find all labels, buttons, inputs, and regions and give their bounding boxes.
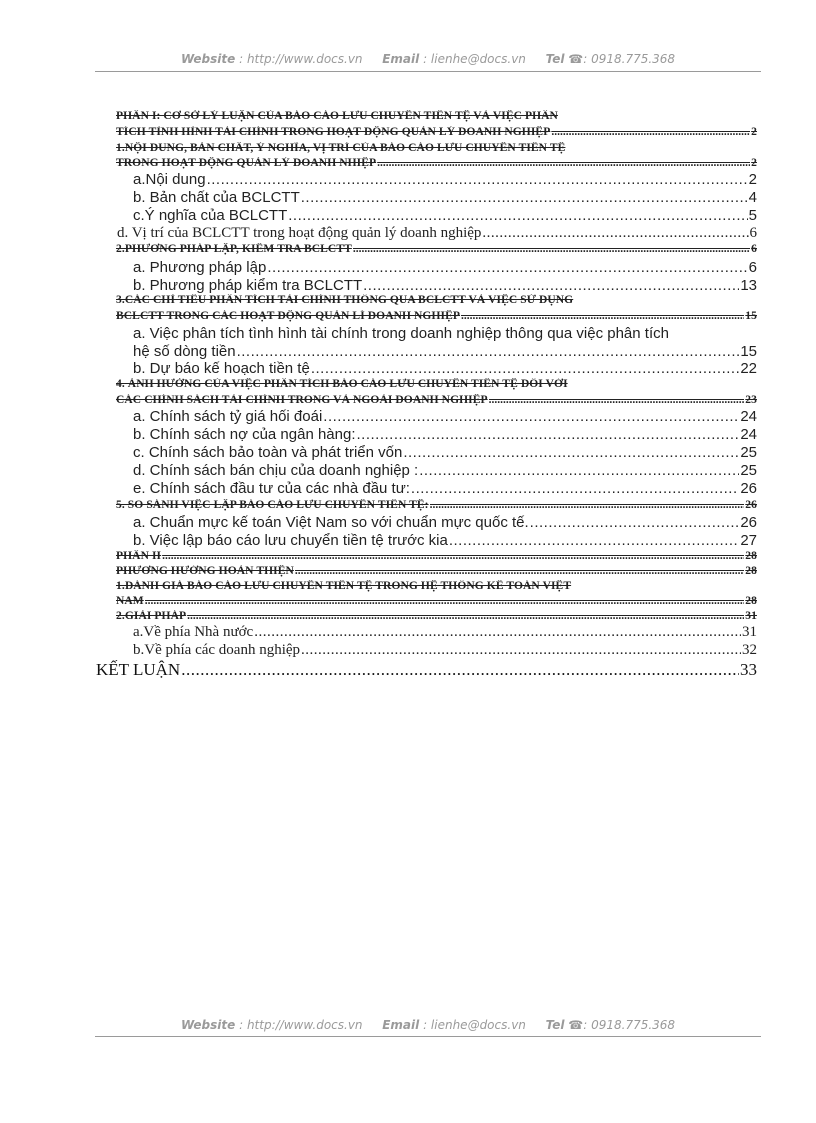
toc-entry[interactable] — [116, 243, 757, 255]
toc-entry-title: c.Ý nghĩa của BCLCTT — [133, 207, 288, 224]
toc-dot-leader — [162, 550, 744, 562]
toc-entry[interactable] — [116, 378, 757, 390]
tel-label: Tel — [545, 1018, 565, 1032]
toc-entry[interactable] — [116, 142, 757, 154]
toc-dot-leader — [353, 243, 750, 255]
toc-entry-title: b.Về phía các doanh nghiệp — [133, 642, 301, 658]
toc-entry-title: a. Chuẩn mực kế toán Việt Nam so với chuẩn mực quốc tế. — [133, 514, 529, 531]
toc-dot-leader — [357, 426, 740, 443]
toc-entry-title: TÍCH TÌNH HÌNH TÀI CHÍNH TRONG HOẠT ĐỘNG QUẢN LÝ DOANH NGHIỆP — [116, 126, 551, 138]
toc-entry-title: b. Dự báo kế hoạch tiền tệ — [133, 360, 310, 377]
website-label: Website — [180, 1018, 236, 1032]
toc-entry-title: a.Về phía Nhà nước — [133, 624, 254, 640]
toc-dot-leader — [461, 310, 744, 322]
toc-dot-leader — [449, 532, 739, 549]
toc-page-number: 31 — [742, 624, 757, 640]
toc-dot-leader — [301, 189, 748, 206]
toc-entry[interactable] — [133, 189, 757, 206]
toc-page-number: 5 — [748, 207, 757, 224]
toc-dot-leader — [237, 343, 740, 360]
website-url[interactable]: : http://www.docs.vn — [239, 52, 363, 66]
toc-dot-leader — [311, 360, 739, 377]
toc-page-number: 4 — [748, 189, 757, 206]
toc-entry[interactable] — [116, 294, 757, 306]
toc-dot-leader — [403, 444, 739, 461]
toc-entry[interactable] — [116, 550, 757, 562]
toc-page-number: 2 — [751, 157, 757, 169]
toc-entry-title: a. Chính sách tỷ giá hối đoái — [133, 408, 323, 425]
toc-entry[interactable] — [133, 259, 757, 276]
footer-divider — [95, 1036, 761, 1037]
toc-dot-leader — [145, 595, 745, 607]
toc-page-number: 15 — [745, 310, 757, 322]
toc-entry[interactable] — [116, 610, 757, 622]
toc-entry-title: d. Vị trí của BCLCTT trong hoạt động quản lý doanh nghiệp — [117, 225, 482, 241]
toc-dot-leader — [288, 207, 747, 224]
toc-entry-title: 1.NỘI DUNG, BẢN CHẤT, Ý NGHĨA, VỊ TRÍ CỦA BÁO CÁO LƯU CHUYỂN TIỀN TỆ — [116, 142, 566, 154]
toc-dot-leader — [551, 126, 750, 138]
toc-entry-title: 3.CÁC CHỈ TIÊU PHÂN TÍCH TÀI CHÍNH THÔNG QUA BCLCTT VÀ VIỆC SỬ DỤNG — [116, 294, 574, 306]
toc-page-number: 25 — [740, 462, 757, 479]
toc-entry[interactable] — [133, 207, 757, 224]
toc-entry-title: PHẦN II — [116, 550, 162, 562]
email-label: Email — [382, 52, 420, 66]
website-url[interactable]: : http://www.docs.vn — [239, 1018, 363, 1032]
toc-dot-leader — [530, 514, 740, 531]
toc-entry-title: 2.PHƯƠNG PHÁP LẬP, KIỂM TRA BCLCTT — [116, 243, 352, 255]
toc-page-number: 24 — [740, 426, 757, 443]
toc-page-number: 32 — [742, 642, 757, 658]
toc-dot-leader — [419, 462, 739, 479]
toc-dot-leader — [187, 610, 744, 622]
toc-entry[interactable] — [116, 157, 757, 169]
email-address[interactable]: : lienhe@docs.vn — [423, 1018, 526, 1032]
toc-page-number: 6 — [748, 259, 757, 276]
toc-entry-title: b. Bản chất của BCLCTT — [133, 189, 300, 206]
toc-entry-title: CÁC CHÍNH SÁCH TÀI CHÍNH TRONG VÀ NGOÀI DOANH NGHIỆP — [116, 394, 488, 406]
toc-dot-leader — [207, 171, 748, 188]
toc-entry[interactable] — [133, 624, 757, 641]
toc-page-number: 26 — [745, 499, 757, 511]
toc-entry-title: d. Chính sách bán chịu của doanh nghiệp : — [133, 462, 419, 479]
toc-entry[interactable] — [133, 343, 757, 360]
toc-page-number: 26 — [740, 480, 757, 497]
toc-entry-title: b. Chính sách nợ của ngân hàng: — [133, 426, 356, 443]
toc-page-number: 24 — [740, 408, 757, 425]
toc-dot-leader — [363, 277, 739, 294]
toc-page-number: 6 — [749, 225, 757, 241]
toc-entry-title: TRONG HOẠT ĐỘNG QUẢN LÝ DOANH NHIỆP — [116, 157, 377, 169]
toc-entry[interactable] — [116, 595, 757, 607]
tel-label: Tel — [545, 52, 565, 66]
toc-entry[interactable] — [117, 225, 757, 242]
toc-dot-leader — [267, 259, 747, 276]
phone-number: ☎: 0918.775.368 — [568, 52, 676, 66]
toc-page-number: 33 — [740, 660, 757, 679]
toc-page-number: 15 — [740, 343, 757, 360]
toc-page-number: 28 — [745, 595, 757, 607]
toc-entry[interactable] — [116, 499, 757, 511]
toc-entry[interactable] — [96, 660, 757, 680]
toc-entry-title: KẾT LUẬN — [96, 660, 181, 679]
toc-page-number: 28 — [745, 550, 757, 562]
toc-entry[interactable] — [116, 580, 757, 592]
toc-dot-leader — [411, 480, 739, 497]
toc-entry[interactable] — [116, 126, 757, 138]
toc-entry-title: b. Việc lập báo cáo lưu chuyển tiền tệ trước kia — [133, 532, 448, 549]
toc-entry[interactable] — [116, 565, 757, 577]
toc-entry-title: PHƯƠNG HƯỚNG HOÀN THIỆN — [116, 565, 294, 577]
toc-entry-title: 4. ẢNH HƯỞNG CỦA VIỆC PHÂN TÍCH BÁO CÁO LƯU CHUYỂN TIỀN TỆ ĐỐI VỚI — [116, 378, 568, 390]
toc-entry-title: BCLCTT TRONG CÁC HOẠT ĐỘNG QUẢN LÍ DOANH NGHIỆP — [116, 310, 460, 322]
toc-page-number: 27 — [740, 532, 757, 549]
toc-entry[interactable] — [133, 408, 757, 425]
toc-entry[interactable] — [133, 360, 757, 377]
toc-entry-title: 2.GIẢI PHÁP — [116, 610, 187, 622]
toc-dot-leader — [377, 157, 750, 169]
toc-entry[interactable] — [116, 394, 757, 406]
toc-dot-leader — [301, 642, 741, 659]
toc-entry-title: PHẦN I: CƠ SỞ LÝ LUẬN CỦA BÁO CÁO LƯU CHUYỂN TIỀN TỆ VÀ VIỆC PHÂN — [116, 110, 558, 122]
toc-dot-leader — [295, 565, 744, 577]
toc-entry[interactable] — [133, 480, 757, 497]
toc-entry[interactable] — [133, 532, 757, 549]
toc-page-number: 22 — [740, 360, 757, 377]
toc-entry[interactable] — [133, 642, 757, 659]
toc-dot-leader — [489, 394, 745, 406]
toc-entry-title: c. Chính sách bảo toàn và phát triển vốn — [133, 444, 403, 461]
toc-dot-leader — [181, 660, 739, 680]
toc-entry-title: a. Phương pháp lập — [133, 259, 267, 276]
email-label: Email — [382, 1018, 420, 1032]
toc-page-number: 26 — [740, 514, 757, 531]
toc-entry-title: hệ số dòng tiền — [133, 343, 236, 360]
toc-entry[interactable] — [133, 514, 757, 531]
toc-entry-title: a.Nội dung — [133, 171, 206, 188]
toc-dot-leader — [482, 225, 748, 242]
page-footer — [95, 1018, 761, 1032]
toc-entry[interactable] — [133, 171, 757, 188]
toc-page-number: 6 — [751, 243, 757, 255]
toc-entry-title: a. Việc phân tích tình hình tài chính trong doanh nghiệp thông qua việc phân tích — [133, 325, 669, 342]
toc-dot-leader — [254, 624, 741, 641]
toc-entry-title: b. Phương pháp kiểm tra BCLCTT — [133, 277, 363, 294]
toc-dot-leader — [323, 408, 739, 425]
toc-entry-title: 1.ĐÁNH GIÁ BÁO CÁO LƯU CHUYỂN TIỀN TỆ TRONG HỆ THỐNG KẾ TOÁN VIỆT — [116, 580, 572, 592]
email-address[interactable]: : lienhe@docs.vn — [423, 52, 526, 66]
toc-entry[interactable] — [133, 426, 757, 443]
toc-page-number: 23 — [745, 394, 757, 406]
toc-page-number: 2 — [751, 126, 757, 138]
toc-entry-title: e. Chính sách đầu tư của các nhà đầu tư: — [133, 480, 410, 497]
phone-number: ☎: 0918.775.368 — [568, 1018, 676, 1032]
toc-entry[interactable] — [133, 277, 757, 294]
toc-page-number: 31 — [745, 610, 757, 622]
toc-page-number: 2 — [748, 171, 757, 188]
website-label: Website — [180, 52, 236, 66]
toc-entry-title: 5. SO SÁNH VIỆC LẬP BÁO CÁO LƯU CHUYỂN TIỀN TỆ: — [116, 499, 429, 511]
toc-entry[interactable] — [116, 110, 757, 122]
toc-page-number: 28 — [745, 565, 757, 577]
toc-entry[interactable] — [133, 325, 757, 342]
toc-entry-title: NAM — [116, 595, 144, 607]
toc-page-number: 25 — [740, 444, 757, 461]
toc-entry[interactable] — [133, 444, 757, 461]
toc-dot-leader — [430, 499, 745, 511]
toc-entry[interactable] — [116, 310, 757, 322]
toc-page-number: 13 — [740, 277, 757, 294]
toc-entry[interactable] — [133, 462, 757, 479]
